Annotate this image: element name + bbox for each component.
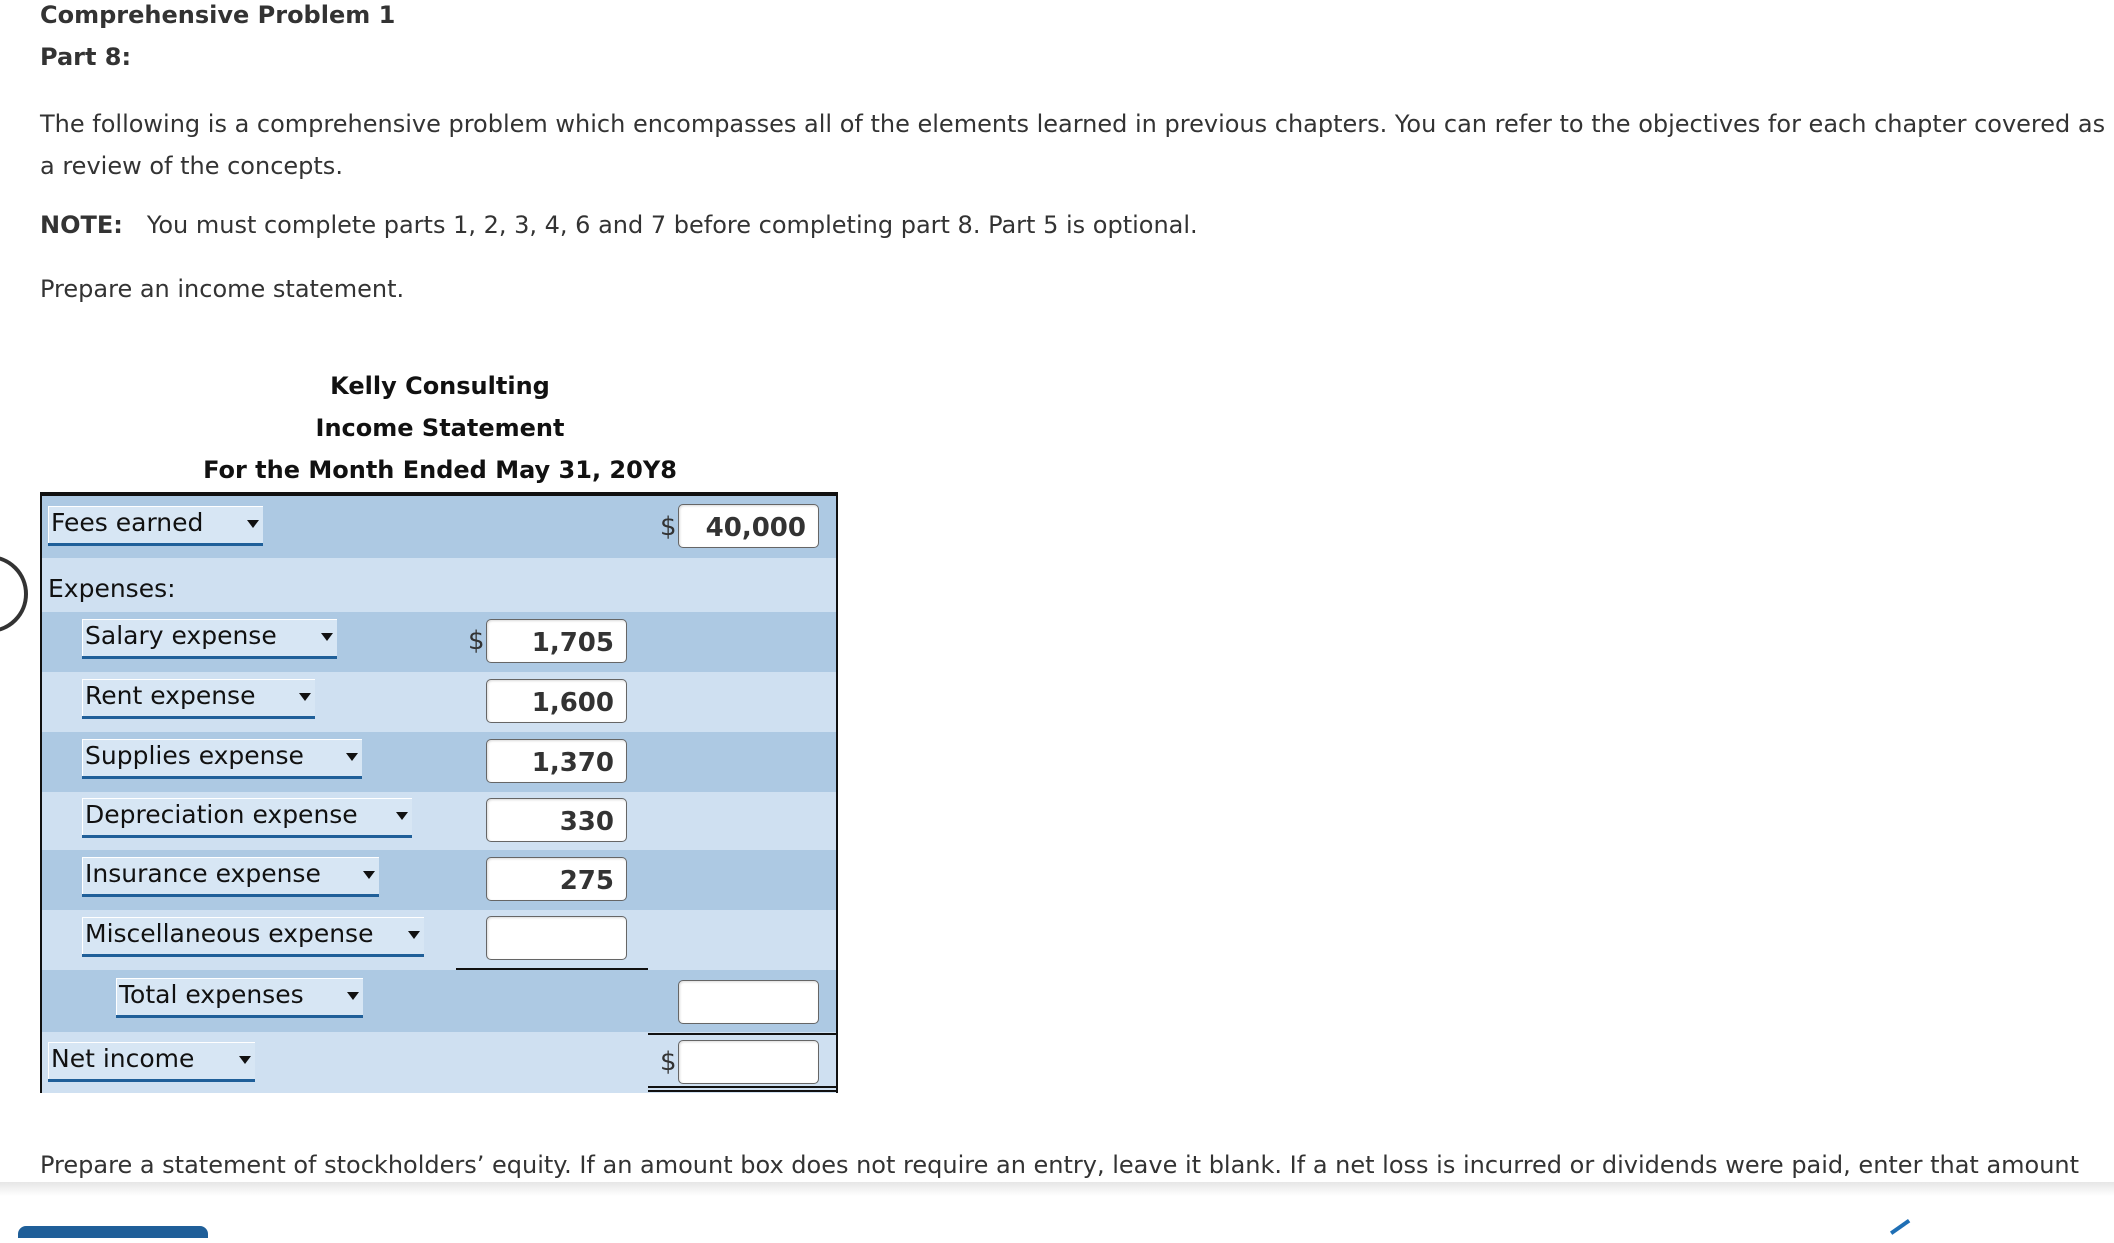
chevron-down-icon <box>247 520 259 528</box>
select-value: Miscellaneous expense <box>85 919 374 948</box>
select-value: Rent expense <box>85 681 256 710</box>
revenue-row <box>42 496 836 558</box>
net-income-row <box>42 1032 836 1093</box>
bottom-toolbar <box>0 1182 2114 1232</box>
select-value: Salary expense <box>85 621 277 650</box>
expense-row <box>42 850 836 910</box>
net-income-input[interactable] <box>678 1040 819 1084</box>
net-income-select[interactable] <box>48 1042 255 1082</box>
select-value: Total expenses <box>119 980 304 1009</box>
chevron-down-icon <box>347 992 359 1000</box>
expense-amount-input[interactable]: 330 <box>486 798 627 842</box>
total-expenses-input[interactable] <box>678 980 819 1024</box>
expense-account-select[interactable] <box>82 857 379 897</box>
expense-amount-input[interactable]: 1,705 <box>486 619 627 663</box>
chevron-down-icon <box>321 633 333 641</box>
instruction-text: Prepare an income statement. <box>40 275 405 303</box>
note-label: NOTE: <box>40 211 123 239</box>
chevron-down-icon <box>396 812 408 820</box>
expense-row <box>42 672 836 732</box>
intro-paragraph: The following is a comprehensive problem which encompasses all of the elements learned in previous chapters. You can refer to the objectives for each chapter covered as a review of the concepts. <box>40 110 2106 180</box>
statement-name: Income Statement <box>315 414 565 442</box>
select-value: Supplies expense <box>85 741 304 770</box>
total-expenses-select[interactable] <box>116 978 363 1018</box>
problem-title: Comprehensive Problem 1 <box>40 1 396 29</box>
note-text: You must complete parts 1, 2, 3, 4, 6 and 7 before completing part 8. Part 5 is optional. <box>146 211 1198 239</box>
part-label: Part 8: <box>40 43 132 71</box>
side-marker <box>0 555 28 633</box>
expense-row <box>42 732 836 792</box>
expenses-label: Expenses: <box>48 574 176 603</box>
expense-row <box>42 910 836 970</box>
chevron-down-icon <box>408 931 420 939</box>
expense-account-select[interactable] <box>82 679 315 719</box>
expense-row <box>42 612 836 672</box>
select-value: Insurance expense <box>85 859 321 888</box>
revenue-account-select[interactable] <box>48 506 263 546</box>
double-rule <box>648 1090 836 1092</box>
expense-amount-input[interactable]: 1,600 <box>486 679 627 723</box>
note-line <box>40 211 1198 239</box>
revenue-amount-input[interactable]: 40,000 <box>678 504 819 548</box>
currency-symbol: $ <box>468 626 485 656</box>
currency-symbol: $ <box>660 512 677 542</box>
select-value: Net income <box>51 1044 195 1073</box>
select-value: Depreciation expense <box>85 800 358 829</box>
chevron-down-icon <box>299 693 311 701</box>
chevron-down-icon <box>239 1056 251 1064</box>
chevron-down-icon <box>346 753 358 761</box>
statement-period: For the Month Ended May 31, 20Y8 <box>203 456 677 484</box>
currency-symbol: $ <box>660 1047 677 1077</box>
income-statement-table <box>40 492 838 1093</box>
expense-row <box>42 792 836 850</box>
expense-account-select[interactable] <box>82 798 412 838</box>
chevron-down-icon <box>363 871 375 879</box>
expense-amount-input[interactable]: 275 <box>486 857 627 901</box>
next-instruction-text: Prepare a statement of stockholders’ equity. If an amount box does not require an entry, leave it blank. If a net loss is incurred or dividends were paid, enter that amount <box>40 1151 2080 1179</box>
expense-amount-input[interactable] <box>486 916 627 960</box>
toolbar-button[interactable] <box>18 1226 208 1238</box>
expense-amount-input[interactable]: 1,370 <box>486 739 627 783</box>
total-rule <box>648 1033 836 1035</box>
expenses-label-row <box>42 558 836 612</box>
expense-account-select[interactable] <box>82 739 362 779</box>
select-value: Fees earned <box>51 508 204 537</box>
expense-account-select[interactable] <box>82 619 337 659</box>
company-name: Kelly Consulting <box>330 372 550 400</box>
expense-account-select[interactable] <box>82 917 424 957</box>
double-rule <box>648 1086 836 1088</box>
total-expenses-row <box>42 970 836 1032</box>
